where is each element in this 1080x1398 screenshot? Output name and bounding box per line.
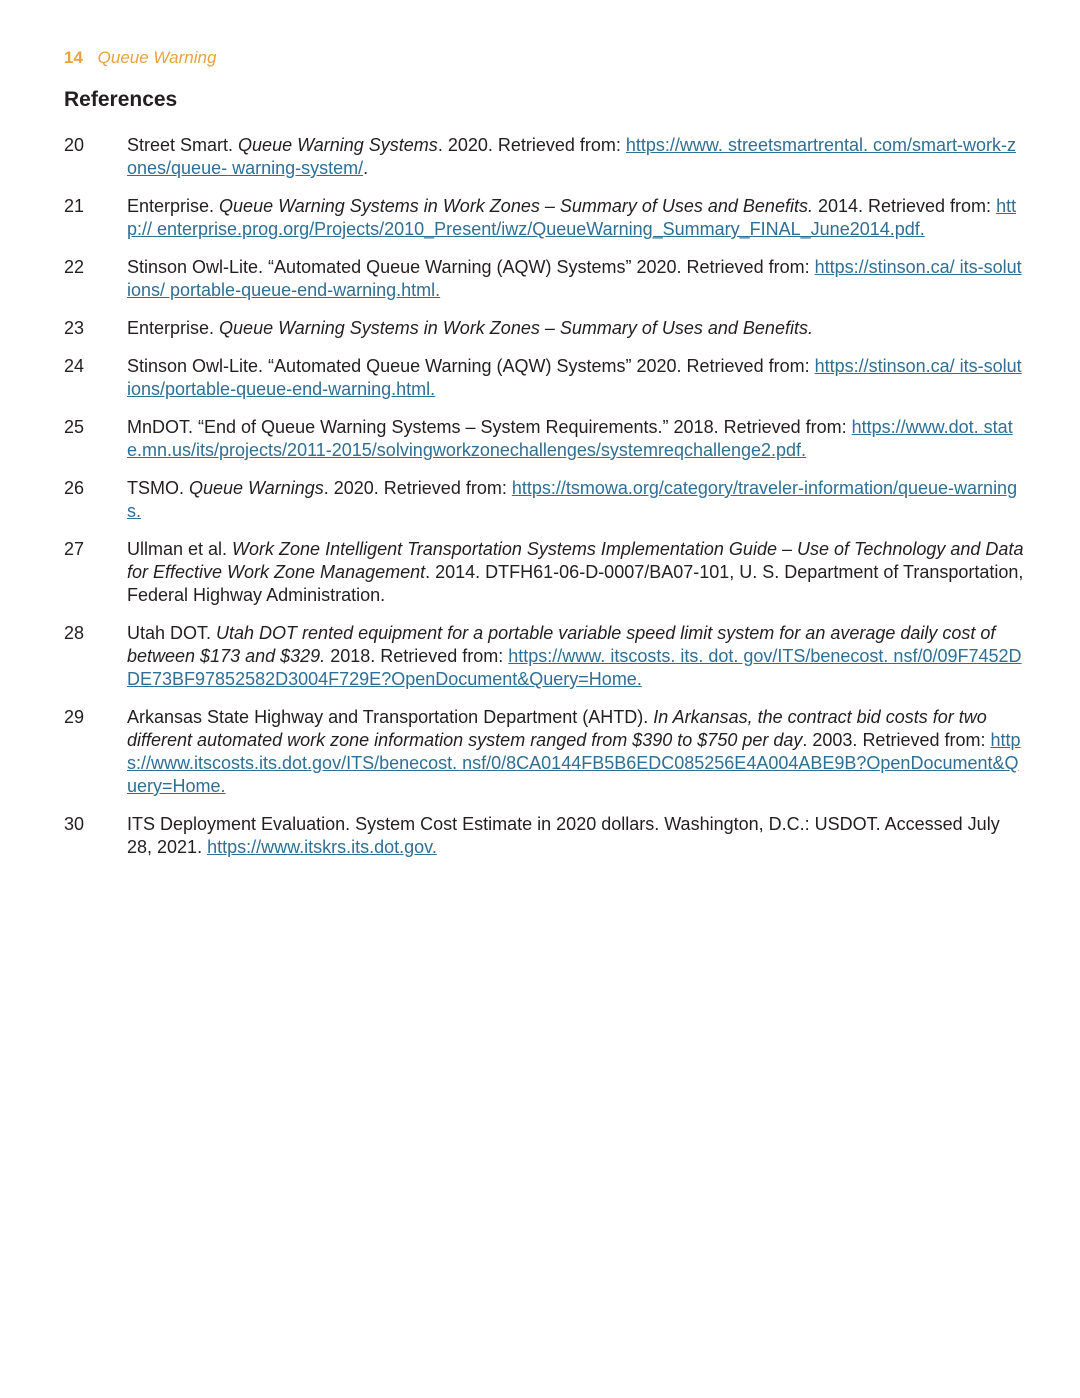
reference-tail: . [363, 158, 369, 178]
reference-author: TSMO. [127, 478, 189, 498]
reference-number: 27 [64, 539, 85, 559]
reference-number: 25 [64, 417, 85, 437]
reference-link[interactable]: https://www. streetsmartrental. com/smart-work-zones/queue- warning-system/ [127, 135, 1016, 178]
reference-link[interactable]: https://www.itskrs.its.dot.gov. [207, 837, 437, 857]
reference-author: Street Smart. [127, 135, 239, 155]
reference-text [127, 134, 1024, 180]
reference-title: Queue Warning Systems in Work Zones – Summary of Uses and Benefits. [219, 196, 813, 216]
reference-link[interactable]: http:// enterprise.prog.org/Projects/2010_Present/iwz/QueueWarning_Summary_FINAL_June2014.pdf. [127, 196, 1017, 239]
reference-link[interactable]: https://www.dot. state.mn.us/its/projects/2011-2015/solvingworkzonechallenges/systemreqchallenge2.pdf. [127, 417, 1013, 460]
reference-item [64, 538, 1024, 607]
page-number: 14 [64, 48, 83, 67]
reference-author: Enterprise. [127, 196, 220, 216]
reference-author: ITS Deployment Evaluation. System Cost Estimate in 2020 dollars. Washington, D.C.: USDOT. Accessed July 28, 2021. [127, 814, 1000, 857]
reference-item [64, 477, 1024, 523]
reference-item [64, 355, 1024, 401]
reference-number: 29 [64, 707, 85, 727]
reference-item [64, 416, 1024, 462]
reference-author: Stinson Owl-Lite. “Automated Queue Warning (AQW) Systems” 2020. Retrieved from: [127, 257, 815, 277]
reference-title: Utah DOT rented equipment for a portable variable speed limit system for an average daily cost of between $173 and $329. [127, 623, 996, 666]
reference-link[interactable]: https://www. itscosts. its. dot. gov/ITS/benecost. nsf/0/09F7452DDE73BF97852582D3004F729E?OpenDocument&Query=Home. [127, 646, 1022, 689]
reference-number: 23 [64, 318, 85, 338]
reference-number: 24 [64, 356, 85, 376]
reference-details: . 2014. DTFH61-06-D-0007/BA07-101, U. S. Department of Transportation, Federal Highway Administration. [127, 562, 1024, 605]
reference-author: Stinson Owl-Lite. “Automated Queue Warning (AQW) Systems” 2020. Retrieved from: [127, 356, 815, 376]
reference-author: MnDOT. “End of Queue Warning Systems – System Requirements.” 2018. Retrieved from: [127, 417, 852, 437]
reference-link[interactable]: https://stinson.ca/ its-solutions/portable-queue-end-warning.html. [127, 356, 1022, 399]
reference-text [127, 195, 1024, 241]
reference-text [127, 538, 1024, 607]
reference-number: 22 [64, 257, 85, 277]
reference-author: Enterprise. [127, 318, 220, 338]
reference-text [127, 706, 1024, 798]
reference-author: Arkansas State Highway and Transportation Department (AHTD). [127, 707, 654, 727]
reference-title: Work Zone Intelligent Transportation Systems Implementation Guide – Use of Technology and Data for Effective Work Zone Management [127, 539, 1024, 582]
reference-number: 20 [64, 135, 85, 155]
reference-details: . 2020. Retrieved from: [323, 478, 512, 498]
reference-text [127, 622, 1024, 691]
reference-number: 30 [64, 814, 85, 834]
reference-details: . 2020. Retrieved from: [437, 135, 626, 155]
reference-details: 2014. Retrieved from: [812, 196, 997, 216]
reference-link[interactable]: https://tsmowa.org/category/traveler-information/queue-warnings. [127, 478, 1018, 521]
reference-title: Queue Warning Systems [238, 135, 438, 155]
reference-author: Utah DOT. [127, 623, 217, 643]
section-title: References [64, 88, 178, 111]
reference-item [64, 256, 1024, 302]
reference-details: . 2003. Retrieved from: [802, 730, 991, 750]
reference-item [64, 195, 1024, 241]
reference-link[interactable]: https://stinson.ca/ its-solutions/ portable-queue-end-warning.html. [127, 257, 1022, 300]
reference-title: In Arkansas, the contract bid costs for two different automated work zone information system ranged from $390 to $750 per day [127, 707, 987, 750]
running-title: Queue Warning [97, 48, 217, 67]
reference-text [127, 317, 1024, 340]
reference-text [127, 813, 1024, 859]
reference-details: 2018. Retrieved from: [325, 646, 509, 666]
reference-text [127, 256, 1024, 302]
reference-text [127, 355, 1024, 401]
reference-item [64, 813, 1024, 859]
reference-author: Ullman et al. [127, 539, 233, 559]
running-header [64, 47, 216, 69]
reference-number: 21 [64, 196, 85, 216]
reference-text [127, 416, 1024, 462]
reference-item [64, 317, 1024, 340]
reference-title: Queue Warnings [189, 478, 324, 498]
reference-item [64, 134, 1024, 180]
reference-list [64, 134, 1024, 874]
reference-link[interactable]: https://www.itscosts.its.dot.gov/ITS/benecost. nsf/0/8CA0144FB5B6EDC085256E4A004ABE9B?OpenDocument&Query=Home. [127, 730, 1021, 796]
reference-number: 26 [64, 478, 85, 498]
reference-item [64, 706, 1024, 798]
reference-text [127, 477, 1024, 523]
reference-item [64, 622, 1024, 691]
reference-number: 28 [64, 623, 85, 643]
reference-title: Queue Warning Systems in Work Zones – Summary of Uses and Benefits. [219, 318, 813, 338]
